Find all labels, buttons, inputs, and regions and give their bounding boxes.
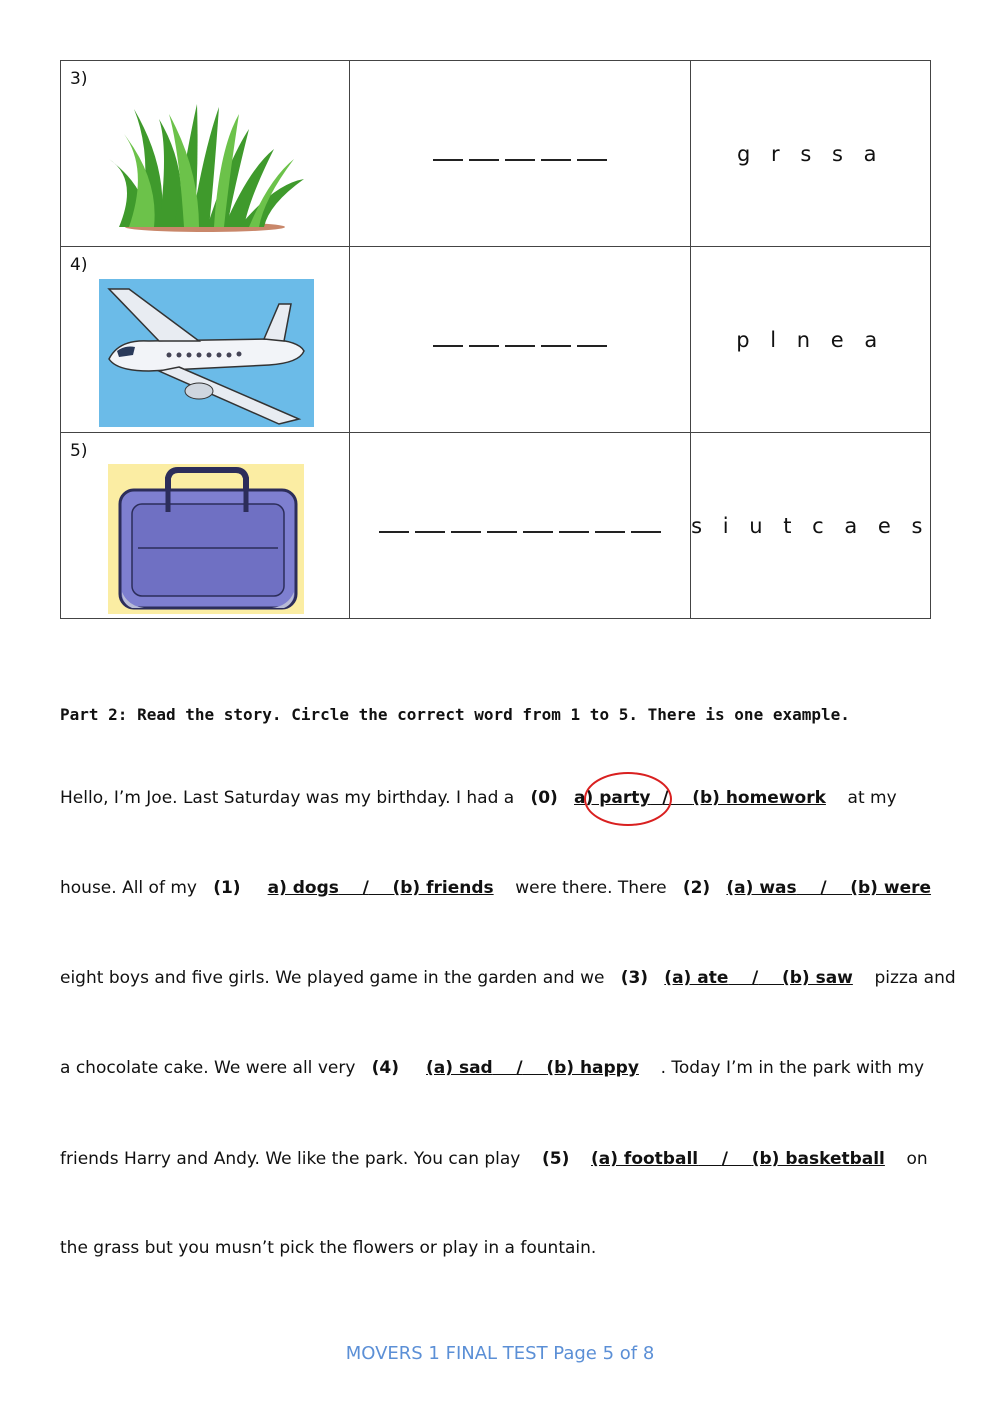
story-text: friends Harry and Andy. We like the park. You can play — [60, 1149, 521, 1169]
story-text: at my — [847, 788, 897, 808]
story-text: . Today I’m in the park with my — [660, 1058, 925, 1078]
story-line-5 — [60, 1149, 928, 1169]
answer-cell — [350, 61, 690, 247]
story-line-1 — [60, 788, 897, 808]
scrambled-word: s i u t c a e s — [691, 513, 930, 538]
story-text: were there. There — [515, 878, 667, 898]
story-text: on — [906, 1149, 928, 1169]
table-row — [61, 61, 931, 247]
question-number: (1) — [213, 878, 241, 898]
answer-options-1[interactable]: a) dogs / (b) friends — [267, 878, 494, 898]
story-line-3 — [60, 968, 956, 988]
answer-cell — [350, 433, 690, 619]
picture-cell — [61, 247, 350, 433]
story-text: a chocolate cake. We were all very — [60, 1058, 356, 1078]
table-row — [61, 433, 931, 619]
story-text: pizza and — [874, 968, 956, 988]
question-number: (5) — [542, 1149, 570, 1169]
question-number: (3) — [620, 968, 649, 988]
story-line-4 — [60, 1058, 924, 1078]
answer-blanks[interactable] — [350, 328, 689, 352]
plane-image — [99, 279, 314, 427]
question-number: (0) — [530, 788, 558, 808]
answer-options-2[interactable]: (a) was / (b) were — [726, 878, 932, 898]
row-number: 3) — [70, 69, 88, 89]
question-number: (2) — [682, 878, 711, 898]
answer-cell — [350, 247, 690, 433]
story-line-6 — [60, 1238, 596, 1258]
row-number: 5) — [70, 441, 88, 461]
story-text: house. All of my — [60, 878, 197, 898]
example-answer-circle — [584, 772, 672, 826]
grass-image — [99, 99, 311, 233]
story-text: eight boys and five girls. We played game in the garden and we — [60, 968, 605, 988]
answer-options-5[interactable]: (a) football / (b) basketball — [591, 1149, 885, 1169]
scrambled-cell — [690, 247, 930, 433]
answer-blanks[interactable] — [350, 514, 689, 538]
page-footer: MOVERS 1 FINAL TEST Page 5 of 8 — [345, 1343, 655, 1364]
story-text: the grass but you musn’t pick the flowers or play in a fountain. — [60, 1238, 597, 1258]
answer-options-3[interactable]: (a) ate / (b) saw — [664, 968, 853, 988]
option-a[interactable]: a) party / (b) homework — [574, 788, 826, 808]
story-line-2 — [60, 878, 931, 898]
scrambled-cell — [690, 61, 930, 247]
scrambled-word: g r s s a — [737, 141, 884, 166]
part2-heading: Part 2: Read the story. Circle the correct word from 1 to 5. There is one example. — [60, 705, 850, 724]
question-number: (4) — [371, 1058, 399, 1078]
answer-blanks[interactable] — [350, 142, 689, 166]
scrambled-word: p l n e a — [736, 327, 885, 352]
scrambled-cell — [690, 433, 930, 619]
picture-cell — [61, 433, 350, 619]
row-number: 4) — [70, 255, 88, 275]
story-text: Hello, I’m Joe. Last Saturday was my birthday. I had a — [60, 788, 515, 808]
picture-cell — [61, 61, 350, 247]
answer-options-4[interactable]: (a) sad / (b) happy — [426, 1058, 639, 1078]
table-row — [61, 247, 931, 433]
suitcase-image — [108, 464, 304, 614]
word-table — [60, 60, 931, 619]
